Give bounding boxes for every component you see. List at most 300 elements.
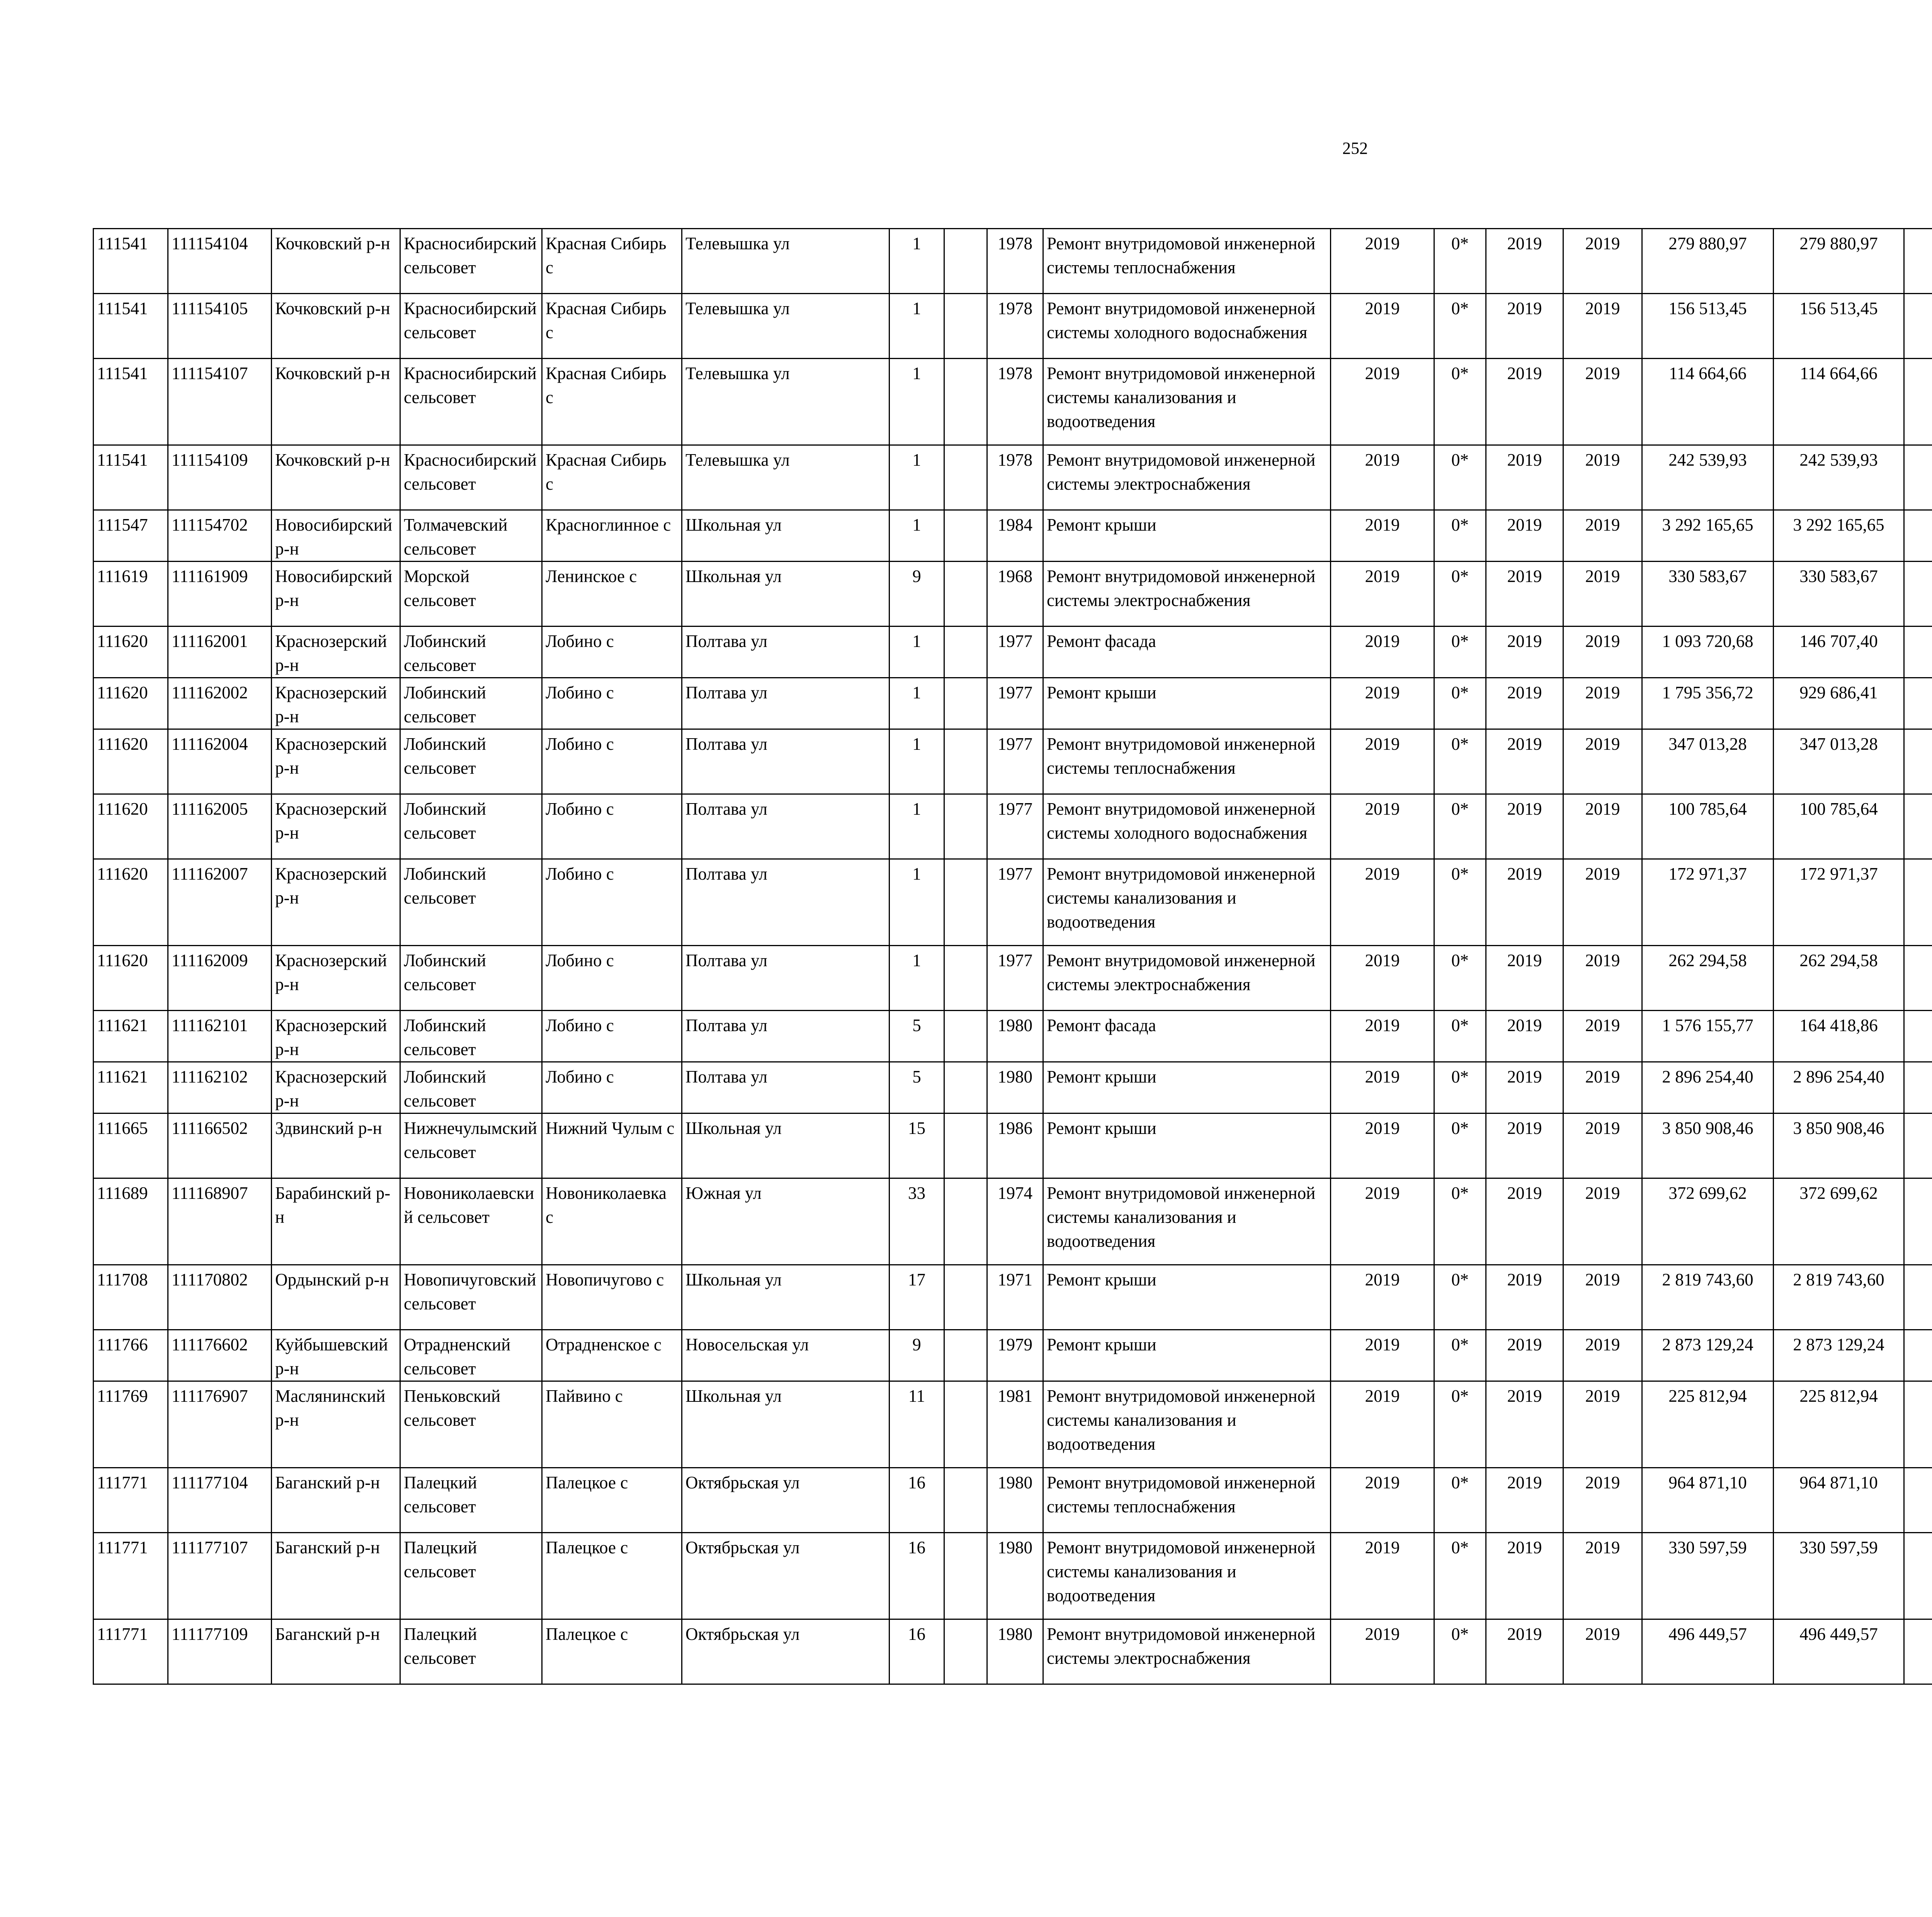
building-cell xyxy=(944,1381,987,1468)
table-row xyxy=(94,678,1932,729)
year-plan-cell: 2019 xyxy=(1486,729,1563,794)
year-start-cell: 2019 xyxy=(1331,627,1434,678)
year-plan-cell: 2019 xyxy=(1486,1619,1563,1684)
fund-cost-cell: 146 707,40 xyxy=(1774,627,1904,678)
amount-col17-cell xyxy=(1904,794,1932,859)
year-end-cell: 2019 xyxy=(1563,294,1642,359)
council-cell: Лобинский сельсовет xyxy=(400,946,542,1011)
district-cell: Краснозерский р-н xyxy=(272,794,400,859)
year-end-cell: 2019 xyxy=(1563,627,1642,678)
street-cell: Полтава ул xyxy=(682,794,889,859)
object-id-cell: 111620 xyxy=(94,794,168,859)
house-number-cell: 15 xyxy=(889,1113,944,1178)
year-plan-cell: 2019 xyxy=(1486,359,1563,445)
table-body xyxy=(94,229,1932,1684)
district-cell: Краснозерский р-н xyxy=(272,946,400,1011)
build-year-cell: 1977 xyxy=(987,729,1043,794)
house-number-cell: 5 xyxy=(889,1011,944,1062)
build-year-cell: 1977 xyxy=(987,627,1043,678)
capital-repair-table xyxy=(93,228,1932,1685)
district-cell: Барабинский р-н xyxy=(272,1178,400,1265)
work-code-cell: 111166502 xyxy=(168,1113,272,1178)
council-cell: Красносибирский сельсовет xyxy=(400,294,542,359)
zero-cell: 0* xyxy=(1434,359,1486,445)
fund-cost-cell: 114 664,66 xyxy=(1774,359,1904,445)
work-type-cell: Ремонт крыши xyxy=(1043,510,1331,562)
work-code-cell: 111177109 xyxy=(168,1619,272,1684)
work-code-cell: 111177104 xyxy=(168,1468,272,1533)
year-plan-cell: 2019 xyxy=(1486,678,1563,729)
total-cost-cell: 172 971,37 xyxy=(1642,859,1774,946)
amount-col17-cell xyxy=(1904,729,1932,794)
work-code-cell: 111168907 xyxy=(168,1178,272,1265)
amount-col17-cell xyxy=(1904,1619,1932,1684)
object-id-cell: 111541 xyxy=(94,294,168,359)
build-year-cell: 1980 xyxy=(987,1533,1043,1619)
table-row xyxy=(94,445,1932,510)
total-cost-cell: 2 896 254,40 xyxy=(1642,1062,1774,1113)
settlement-cell: Палецкое с xyxy=(542,1468,682,1533)
table-row xyxy=(94,859,1932,946)
fund-cost-cell: 2 819 743,60 xyxy=(1774,1265,1904,1330)
amount-col17-cell xyxy=(1904,1062,1932,1113)
zero-cell: 0* xyxy=(1434,1113,1486,1178)
year-plan-cell: 2019 xyxy=(1486,1468,1563,1533)
year-end-cell: 2019 xyxy=(1563,445,1642,510)
council-cell: Лобинский сельсовет xyxy=(400,1062,542,1113)
work-code-cell: 111176602 xyxy=(168,1330,272,1381)
object-id-cell: 111620 xyxy=(94,678,168,729)
total-cost-cell: 2 873 129,24 xyxy=(1642,1330,1774,1381)
build-year-cell: 1978 xyxy=(987,294,1043,359)
work-type-cell: Ремонт крыши xyxy=(1043,1113,1331,1178)
object-id-cell: 111620 xyxy=(94,729,168,794)
house-number-cell: 1 xyxy=(889,445,944,510)
council-cell: Палецкий сельсовет xyxy=(400,1619,542,1684)
work-code-cell: 111154109 xyxy=(168,445,272,510)
street-cell: Полтава ул xyxy=(682,859,889,946)
work-code-cell: 111162007 xyxy=(168,859,272,946)
build-year-cell: 1977 xyxy=(987,859,1043,946)
building-cell xyxy=(944,1619,987,1684)
amount-col17-cell xyxy=(1904,1330,1932,1381)
settlement-cell: Новониколаевка с xyxy=(542,1178,682,1265)
amount-col17-cell xyxy=(1904,627,1932,678)
work-type-cell: Ремонт внутридомовой инженерной системы канализования и водоотведения xyxy=(1043,859,1331,946)
building-cell xyxy=(944,1011,987,1062)
year-plan-cell: 2019 xyxy=(1486,1265,1563,1330)
amount-col17-cell xyxy=(1904,1113,1932,1178)
amount-col17-cell xyxy=(1904,359,1932,445)
table-row xyxy=(94,1468,1932,1533)
amount-col17-cell xyxy=(1904,1533,1932,1619)
settlement-cell: Красная Сибирь с xyxy=(542,445,682,510)
year-plan-cell: 2019 xyxy=(1486,294,1563,359)
council-cell: Палецкий сельсовет xyxy=(400,1468,542,1533)
year-plan-cell: 2019 xyxy=(1486,1330,1563,1381)
work-type-cell: Ремонт крыши xyxy=(1043,1062,1331,1113)
zero-cell: 0* xyxy=(1434,859,1486,946)
district-cell: Баганский р-н xyxy=(272,1619,400,1684)
year-start-cell: 2019 xyxy=(1331,1062,1434,1113)
zero-cell: 0* xyxy=(1434,510,1486,562)
total-cost-cell: 114 664,66 xyxy=(1642,359,1774,445)
year-end-cell: 2019 xyxy=(1563,1265,1642,1330)
building-cell xyxy=(944,1113,987,1178)
amount-col17-cell xyxy=(1904,1265,1932,1330)
table-row xyxy=(94,946,1932,1011)
total-cost-cell: 1 795 356,72 xyxy=(1642,678,1774,729)
fund-cost-cell: 347 013,28 xyxy=(1774,729,1904,794)
work-type-cell: Ремонт внутридомовой инженерной системы канализования и водоотведения xyxy=(1043,359,1331,445)
table-row xyxy=(94,627,1932,678)
zero-cell: 0* xyxy=(1434,1011,1486,1062)
work-type-cell: Ремонт крыши xyxy=(1043,1265,1331,1330)
year-end-cell: 2019 xyxy=(1563,678,1642,729)
total-cost-cell: 372 699,62 xyxy=(1642,1178,1774,1265)
year-start-cell: 2019 xyxy=(1331,794,1434,859)
street-cell: Южная ул xyxy=(682,1178,889,1265)
street-cell: Телевышка ул xyxy=(682,229,889,294)
work-code-cell: 111162004 xyxy=(168,729,272,794)
work-code-cell: 111162101 xyxy=(168,1011,272,1062)
object-id-cell: 111620 xyxy=(94,859,168,946)
district-cell: Куйбышевский р-н xyxy=(272,1330,400,1381)
object-id-cell: 111547 xyxy=(94,510,168,562)
table-row xyxy=(94,1619,1932,1684)
work-code-cell: 111162009 xyxy=(168,946,272,1011)
settlement-cell: Лобино с xyxy=(542,946,682,1011)
year-plan-cell: 2019 xyxy=(1486,445,1563,510)
building-cell xyxy=(944,859,987,946)
house-number-cell: 16 xyxy=(889,1533,944,1619)
work-code-cell: 111162002 xyxy=(168,678,272,729)
district-cell: Ордынский р-н xyxy=(272,1265,400,1330)
work-type-cell: Ремонт внутридомовой инженерной системы канализования и водоотведения xyxy=(1043,1533,1331,1619)
building-cell xyxy=(944,562,987,627)
house-number-cell: 1 xyxy=(889,859,944,946)
page-number: 252 xyxy=(1342,139,1368,158)
street-cell: Полтава ул xyxy=(682,1062,889,1113)
year-end-cell: 2019 xyxy=(1563,1178,1642,1265)
year-plan-cell: 2019 xyxy=(1486,946,1563,1011)
fund-cost-cell: 225 812,94 xyxy=(1774,1381,1904,1468)
building-cell xyxy=(944,1062,987,1113)
total-cost-cell: 1 576 155,77 xyxy=(1642,1011,1774,1062)
work-type-cell: Ремонт внутридомовой инженерной системы канализования и водоотведения xyxy=(1043,1381,1331,1468)
house-number-cell: 9 xyxy=(889,562,944,627)
district-cell: Кочковский р-н xyxy=(272,359,400,445)
council-cell: Лобинский сельсовет xyxy=(400,729,542,794)
district-cell: Маслянинский р-н xyxy=(272,1381,400,1468)
year-start-cell: 2019 xyxy=(1331,729,1434,794)
settlement-cell: Лобино с xyxy=(542,1011,682,1062)
table-row xyxy=(94,1330,1932,1381)
settlement-cell: Лобино с xyxy=(542,678,682,729)
total-cost-cell: 347 013,28 xyxy=(1642,729,1774,794)
zero-cell: 0* xyxy=(1434,294,1486,359)
year-plan-cell: 2019 xyxy=(1486,1533,1563,1619)
building-cell xyxy=(944,729,987,794)
settlement-cell: Палецкое с xyxy=(542,1533,682,1619)
year-plan-cell: 2019 xyxy=(1486,1381,1563,1468)
zero-cell: 0* xyxy=(1434,1265,1486,1330)
year-end-cell: 2019 xyxy=(1563,229,1642,294)
building-cell xyxy=(944,627,987,678)
year-plan-cell: 2019 xyxy=(1486,510,1563,562)
year-plan-cell: 2019 xyxy=(1486,1178,1563,1265)
total-cost-cell: 279 880,97 xyxy=(1642,229,1774,294)
object-id-cell: 111621 xyxy=(94,1062,168,1113)
year-start-cell: 2019 xyxy=(1331,359,1434,445)
build-year-cell: 1984 xyxy=(987,510,1043,562)
fund-cost-cell: 279 880,97 xyxy=(1774,229,1904,294)
building-cell xyxy=(944,1533,987,1619)
house-number-cell: 1 xyxy=(889,946,944,1011)
total-cost-cell: 262 294,58 xyxy=(1642,946,1774,1011)
year-end-cell: 2019 xyxy=(1563,1011,1642,1062)
year-end-cell: 2019 xyxy=(1563,359,1642,445)
zero-cell: 0* xyxy=(1434,1468,1486,1533)
work-type-cell: Ремонт внутридомовой инженерной системы теплоснабжения xyxy=(1043,229,1331,294)
build-year-cell: 1971 xyxy=(987,1265,1043,1330)
street-cell: Школьная ул xyxy=(682,1265,889,1330)
total-cost-cell: 964 871,10 xyxy=(1642,1468,1774,1533)
object-id-cell: 111769 xyxy=(94,1381,168,1468)
house-number-cell: 33 xyxy=(889,1178,944,1265)
work-type-cell: Ремонт внутридомовой инженерной системы электроснабжения xyxy=(1043,946,1331,1011)
district-cell: Краснозерский р-н xyxy=(272,729,400,794)
year-start-cell: 2019 xyxy=(1331,1533,1434,1619)
settlement-cell: Лобино с xyxy=(542,794,682,859)
build-year-cell: 1980 xyxy=(987,1011,1043,1062)
table-row xyxy=(94,1011,1932,1062)
year-start-cell: 2019 xyxy=(1331,1265,1434,1330)
fund-cost-cell: 100 785,64 xyxy=(1774,794,1904,859)
amount-col17-cell xyxy=(1904,946,1932,1011)
amount-col17-cell xyxy=(1904,1381,1932,1468)
council-cell: Лобинский сельсовет xyxy=(400,1011,542,1062)
year-start-cell: 2019 xyxy=(1331,1381,1434,1468)
settlement-cell: Палецкое с xyxy=(542,1619,682,1684)
object-id-cell: 111541 xyxy=(94,229,168,294)
council-cell: Красносибирский сельсовет xyxy=(400,445,542,510)
total-cost-cell: 330 583,67 xyxy=(1642,562,1774,627)
object-id-cell: 111621 xyxy=(94,1011,168,1062)
total-cost-cell: 156 513,45 xyxy=(1642,294,1774,359)
amount-col17-cell xyxy=(1904,678,1932,729)
total-cost-cell: 496 449,57 xyxy=(1642,1619,1774,1684)
object-id-cell: 111771 xyxy=(94,1619,168,1684)
fund-cost-cell: 330 583,67 xyxy=(1774,562,1904,627)
district-cell: Кочковский р-н xyxy=(272,229,400,294)
fund-cost-cell: 262 294,58 xyxy=(1774,946,1904,1011)
table-row xyxy=(94,1062,1932,1113)
table-row xyxy=(94,1533,1932,1619)
year-end-cell: 2019 xyxy=(1563,729,1642,794)
zero-cell: 0* xyxy=(1434,1330,1486,1381)
building-cell xyxy=(944,359,987,445)
year-plan-cell: 2019 xyxy=(1486,1062,1563,1113)
year-end-cell: 2019 xyxy=(1563,1619,1642,1684)
council-cell: Морской сельсовет xyxy=(400,562,542,627)
amount-col17-cell xyxy=(1904,1178,1932,1265)
work-type-cell: Ремонт фасада xyxy=(1043,1011,1331,1062)
table-row xyxy=(94,229,1932,294)
amount-col17-cell xyxy=(1904,445,1932,510)
house-number-cell: 1 xyxy=(889,229,944,294)
council-cell: Лобинский сельсовет xyxy=(400,859,542,946)
year-start-cell: 2019 xyxy=(1331,562,1434,627)
build-year-cell: 1979 xyxy=(987,1330,1043,1381)
year-end-cell: 2019 xyxy=(1563,1533,1642,1619)
year-start-cell: 2019 xyxy=(1331,678,1434,729)
building-cell xyxy=(944,678,987,729)
house-number-cell: 11 xyxy=(889,1381,944,1468)
build-year-cell: 1980 xyxy=(987,1062,1043,1113)
fund-cost-cell: 964 871,10 xyxy=(1774,1468,1904,1533)
district-cell: Краснозерский р-н xyxy=(272,627,400,678)
district-cell: Баганский р-н xyxy=(272,1468,400,1533)
build-year-cell: 1981 xyxy=(987,1381,1043,1468)
object-id-cell: 111771 xyxy=(94,1533,168,1619)
table-row xyxy=(94,510,1932,562)
street-cell: Телевышка ул xyxy=(682,359,889,445)
total-cost-cell: 3 292 165,65 xyxy=(1642,510,1774,562)
work-type-cell: Ремонт фасада xyxy=(1043,627,1331,678)
year-start-cell: 2019 xyxy=(1331,229,1434,294)
build-year-cell: 1968 xyxy=(987,562,1043,627)
fund-cost-cell: 330 597,59 xyxy=(1774,1533,1904,1619)
year-plan-cell: 2019 xyxy=(1486,627,1563,678)
year-end-cell: 2019 xyxy=(1563,510,1642,562)
year-plan-cell: 2019 xyxy=(1486,1113,1563,1178)
year-start-cell: 2019 xyxy=(1331,859,1434,946)
zero-cell: 0* xyxy=(1434,678,1486,729)
table-row xyxy=(94,1381,1932,1468)
street-cell: Полтава ул xyxy=(682,627,889,678)
amount-col17-cell xyxy=(1904,294,1932,359)
work-type-cell: Ремонт внутридомовой инженерной системы холодного водоснабжения xyxy=(1043,794,1331,859)
street-cell: Школьная ул xyxy=(682,1113,889,1178)
building-cell xyxy=(944,794,987,859)
council-cell: Лобинский сельсовет xyxy=(400,627,542,678)
zero-cell: 0* xyxy=(1434,794,1486,859)
year-end-cell: 2019 xyxy=(1563,562,1642,627)
street-cell: Полтава ул xyxy=(682,1011,889,1062)
amount-col17-cell xyxy=(1904,859,1932,946)
house-number-cell: 16 xyxy=(889,1468,944,1533)
house-number-cell: 17 xyxy=(889,1265,944,1330)
build-year-cell: 1978 xyxy=(987,359,1043,445)
zero-cell: 0* xyxy=(1434,946,1486,1011)
house-number-cell: 16 xyxy=(889,1619,944,1684)
building-cell xyxy=(944,1468,987,1533)
council-cell: Толмачевский сельсовет xyxy=(400,510,542,562)
council-cell: Красносибирский сельсовет xyxy=(400,359,542,445)
house-number-cell: 1 xyxy=(889,510,944,562)
year-start-cell: 2019 xyxy=(1331,946,1434,1011)
house-number-cell: 1 xyxy=(889,359,944,445)
year-start-cell: 2019 xyxy=(1331,294,1434,359)
year-plan-cell: 2019 xyxy=(1486,562,1563,627)
street-cell: Октябрьская ул xyxy=(682,1533,889,1619)
year-plan-cell: 2019 xyxy=(1486,794,1563,859)
object-id-cell: 111771 xyxy=(94,1468,168,1533)
council-cell: Красносибирский сельсовет xyxy=(400,229,542,294)
zero-cell: 0* xyxy=(1434,445,1486,510)
district-cell: Новосибирский р-н xyxy=(272,562,400,627)
fund-cost-cell: 172 971,37 xyxy=(1774,859,1904,946)
house-number-cell: 9 xyxy=(889,1330,944,1381)
year-end-cell: 2019 xyxy=(1563,946,1642,1011)
street-cell: Полтава ул xyxy=(682,729,889,794)
building-cell xyxy=(944,510,987,562)
house-number-cell: 1 xyxy=(889,627,944,678)
fund-cost-cell: 3 850 908,46 xyxy=(1774,1113,1904,1178)
fund-cost-cell: 164 418,86 xyxy=(1774,1011,1904,1062)
year-end-cell: 2019 xyxy=(1563,1062,1642,1113)
house-number-cell: 1 xyxy=(889,729,944,794)
settlement-cell: Красноглинное с xyxy=(542,510,682,562)
table-row xyxy=(94,562,1932,627)
object-id-cell: 111665 xyxy=(94,1113,168,1178)
object-id-cell: 111689 xyxy=(94,1178,168,1265)
year-start-cell: 2019 xyxy=(1331,510,1434,562)
street-cell: Школьная ул xyxy=(682,510,889,562)
council-cell: Новониколаевский сельсовет xyxy=(400,1178,542,1265)
settlement-cell: Лобино с xyxy=(542,627,682,678)
work-type-cell: Ремонт внутридомовой инженерной системы холодного водоснабжения xyxy=(1043,294,1331,359)
work-type-cell: Ремонт крыши xyxy=(1043,678,1331,729)
zero-cell: 0* xyxy=(1434,1178,1486,1265)
fund-cost-cell: 242 539,93 xyxy=(1774,445,1904,510)
work-code-cell: 111154104 xyxy=(168,229,272,294)
zero-cell: 0* xyxy=(1434,1381,1486,1468)
council-cell: Нижнечулымский сельсовет xyxy=(400,1113,542,1178)
object-id-cell: 111619 xyxy=(94,562,168,627)
zero-cell: 0* xyxy=(1434,1619,1486,1684)
district-cell: Здвинский р-н xyxy=(272,1113,400,1178)
settlement-cell: Отрадненское с xyxy=(542,1330,682,1381)
district-cell: Краснозерский р-н xyxy=(272,1011,400,1062)
total-cost-cell: 2 819 743,60 xyxy=(1642,1265,1774,1330)
build-year-cell: 1977 xyxy=(987,678,1043,729)
district-cell: Новосибирский р-н xyxy=(272,510,400,562)
fund-cost-cell: 3 292 165,65 xyxy=(1774,510,1904,562)
house-number-cell: 1 xyxy=(889,678,944,729)
street-cell: Новосельская ул xyxy=(682,1330,889,1381)
year-end-cell: 2019 xyxy=(1563,859,1642,946)
settlement-cell: Лобино с xyxy=(542,1062,682,1113)
work-type-cell: Ремонт внутридомовой инженерной системы электроснабжения xyxy=(1043,1619,1331,1684)
build-year-cell: 1977 xyxy=(987,946,1043,1011)
year-start-cell: 2019 xyxy=(1331,1619,1434,1684)
year-start-cell: 2019 xyxy=(1331,1113,1434,1178)
year-start-cell: 2019 xyxy=(1331,1468,1434,1533)
object-id-cell: 111541 xyxy=(94,445,168,510)
work-type-cell: Ремонт крыши xyxy=(1043,1330,1331,1381)
amount-col17-cell xyxy=(1904,1011,1932,1062)
house-number-cell: 1 xyxy=(889,294,944,359)
table-row xyxy=(94,1178,1932,1265)
amount-col17-cell xyxy=(1904,1468,1932,1533)
council-cell: Новопичуговский сельсовет xyxy=(400,1265,542,1330)
total-cost-cell: 242 539,93 xyxy=(1642,445,1774,510)
settlement-cell: Пайвино с xyxy=(542,1381,682,1468)
year-plan-cell: 2019 xyxy=(1486,229,1563,294)
year-end-cell: 2019 xyxy=(1563,1468,1642,1533)
